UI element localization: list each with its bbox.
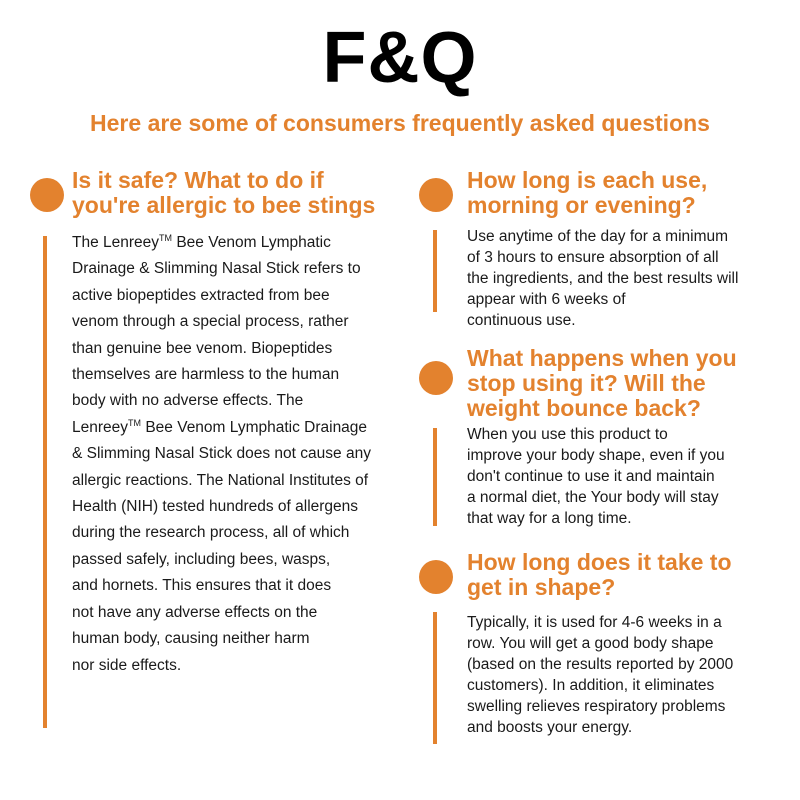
- answer-text: don't continue to use it and maintain: [467, 468, 715, 485]
- answer-text: Drainage & Slimming Nasal Stick refers to: [72, 260, 361, 278]
- faq-answer-line: [72, 626, 412, 652]
- faq-answer-line: [72, 230, 412, 256]
- faq-answer-line: [72, 441, 412, 467]
- vertical-rule: [433, 428, 437, 526]
- answer-text: customers). In addition, it eliminates: [467, 677, 715, 694]
- answer-text: continuous use.: [467, 312, 576, 329]
- bullet-dot-icon: [419, 178, 453, 212]
- faq-answer-4: [467, 612, 787, 738]
- answer-text: nor side effects.: [72, 656, 182, 674]
- answer-text: Bee Venom Lymphatic Drainage: [141, 418, 368, 436]
- faq-question-line: you're allergic to bee stings: [72, 192, 376, 218]
- answer-text: human body, causing neither harm: [72, 630, 310, 648]
- trademark-mark: TM: [128, 417, 142, 428]
- answer-text: row. You will get a good body shape: [467, 635, 714, 652]
- faq-question-line: get in shape?: [467, 574, 616, 600]
- answer-text: appear with 6 weeks of: [467, 291, 626, 308]
- faq-answer-line: [72, 468, 412, 494]
- faq-answer-line: [72, 653, 412, 679]
- answer-text: of 3 hours to ensure absorption of all: [467, 249, 719, 266]
- faq-answer-line: [467, 654, 787, 675]
- faq-answer-line: [72, 600, 412, 626]
- answer-text: Use anytime of the day for a minimum: [467, 228, 729, 245]
- trademark-mark: TM: [159, 233, 173, 243]
- faq-question-4: [467, 550, 787, 600]
- faq-question-line: Is it safe? What to do if: [72, 167, 324, 193]
- bullet-dot-icon: [419, 361, 453, 395]
- answer-text: When you use this product to: [467, 426, 668, 443]
- bullet-dot-icon: [419, 560, 453, 594]
- faq-answer-line: [72, 494, 412, 520]
- answer-text: active biopeptides extracted from bee: [72, 286, 330, 304]
- vertical-rule: [433, 612, 437, 744]
- faq-answer-line: [72, 520, 412, 546]
- answer-text: body with no adverse effects. The: [72, 392, 304, 410]
- faq-answer-line: [467, 247, 787, 268]
- faq-answer-line: [467, 466, 787, 487]
- faq-answer-line: [467, 633, 787, 654]
- faq-answer-line: [72, 573, 412, 599]
- page-subtitle: Here are some of consumers frequently asked questions: [90, 110, 710, 136]
- faq-answer-line: [467, 226, 787, 247]
- answer-text: than genuine bee venom. Biopeptides: [72, 339, 333, 357]
- faq-answer-2: [467, 226, 787, 331]
- faq-question-3: [467, 346, 787, 421]
- answer-text: a normal diet, the Your body will stay: [467, 489, 719, 506]
- answer-text: Typically, it is used for 4-6 weeks in a: [467, 614, 722, 631]
- faq-answer-line: [467, 424, 787, 445]
- faq-question-line: weight bounce back?: [467, 395, 701, 421]
- faq-question-2: [467, 168, 787, 218]
- faq-answer-line: [72, 415, 412, 441]
- answer-text: & Slimming Nasal Stick does not cause any: [72, 445, 371, 463]
- answer-text: swelling relieves respiratory problems: [467, 698, 726, 715]
- vertical-rule: [43, 236, 47, 728]
- faq-answer-3: [467, 424, 787, 529]
- answer-text: and boosts your energy.: [467, 719, 633, 736]
- faq-question-1: [72, 168, 412, 218]
- answer-text: improve your body shape, even if you: [467, 447, 725, 464]
- faq-answer-line: [467, 289, 787, 310]
- faq-answer-line: [467, 717, 787, 738]
- answer-text: that way for a long time.: [467, 510, 632, 527]
- bullet-dot-icon: [30, 178, 64, 212]
- faq-answer-line: [467, 508, 787, 529]
- answer-text: passed safely, including bees, wasps,: [72, 550, 331, 568]
- faq-answer-line: [72, 309, 412, 335]
- answer-text: not have any adverse effects on the: [72, 603, 318, 621]
- faq-answer-line: [467, 445, 787, 466]
- faq-question-line: morning or evening?: [467, 192, 696, 218]
- faq-answer-line: [72, 362, 412, 388]
- answer-text: Health (NIH) tested hundreds of allergens: [72, 498, 359, 516]
- page-title: F&Q: [322, 18, 478, 98]
- answer-text: (based on the results reported by 2000: [467, 656, 734, 673]
- answer-text: allergic reactions. The National Institutes of: [72, 471, 369, 489]
- faq-answer-line: [467, 268, 787, 289]
- answer-text: Bee Venom Lymphatic: [172, 234, 331, 251]
- faq-answer-line: [72, 388, 412, 414]
- answer-text: The Lenreey: [72, 234, 160, 251]
- answer-text: and hornets. This ensures that it does: [72, 577, 332, 595]
- answer-text: venom through a special process, rather: [72, 313, 349, 331]
- faq-answer-1: [72, 230, 412, 679]
- faq-question-line: What happens when you: [467, 345, 737, 371]
- faq-answer-line: [72, 547, 412, 573]
- faq-question-line: How long is each use,: [467, 167, 708, 193]
- answer-text: during the research process, all of which: [72, 524, 350, 542]
- faq-answer-line: [467, 696, 787, 717]
- faq-question-line: stop using it? Will the: [467, 370, 706, 396]
- answer-text: themselves are harmless to the human: [72, 366, 340, 384]
- answer-text: Lenreey: [72, 418, 129, 436]
- faq-answer-line: [72, 283, 412, 309]
- faq-answer-line: [72, 256, 412, 282]
- faq-answer-line: [467, 675, 787, 696]
- answer-text: the ingredients, and the best results will: [467, 270, 739, 287]
- faq-answer-line: [467, 487, 787, 508]
- faq-question-line: How long does it take to: [467, 549, 732, 575]
- faq-answer-line: [467, 310, 787, 331]
- vertical-rule: [433, 230, 437, 312]
- faq-answer-line: [467, 612, 787, 633]
- faq-answer-line: [72, 336, 412, 362]
